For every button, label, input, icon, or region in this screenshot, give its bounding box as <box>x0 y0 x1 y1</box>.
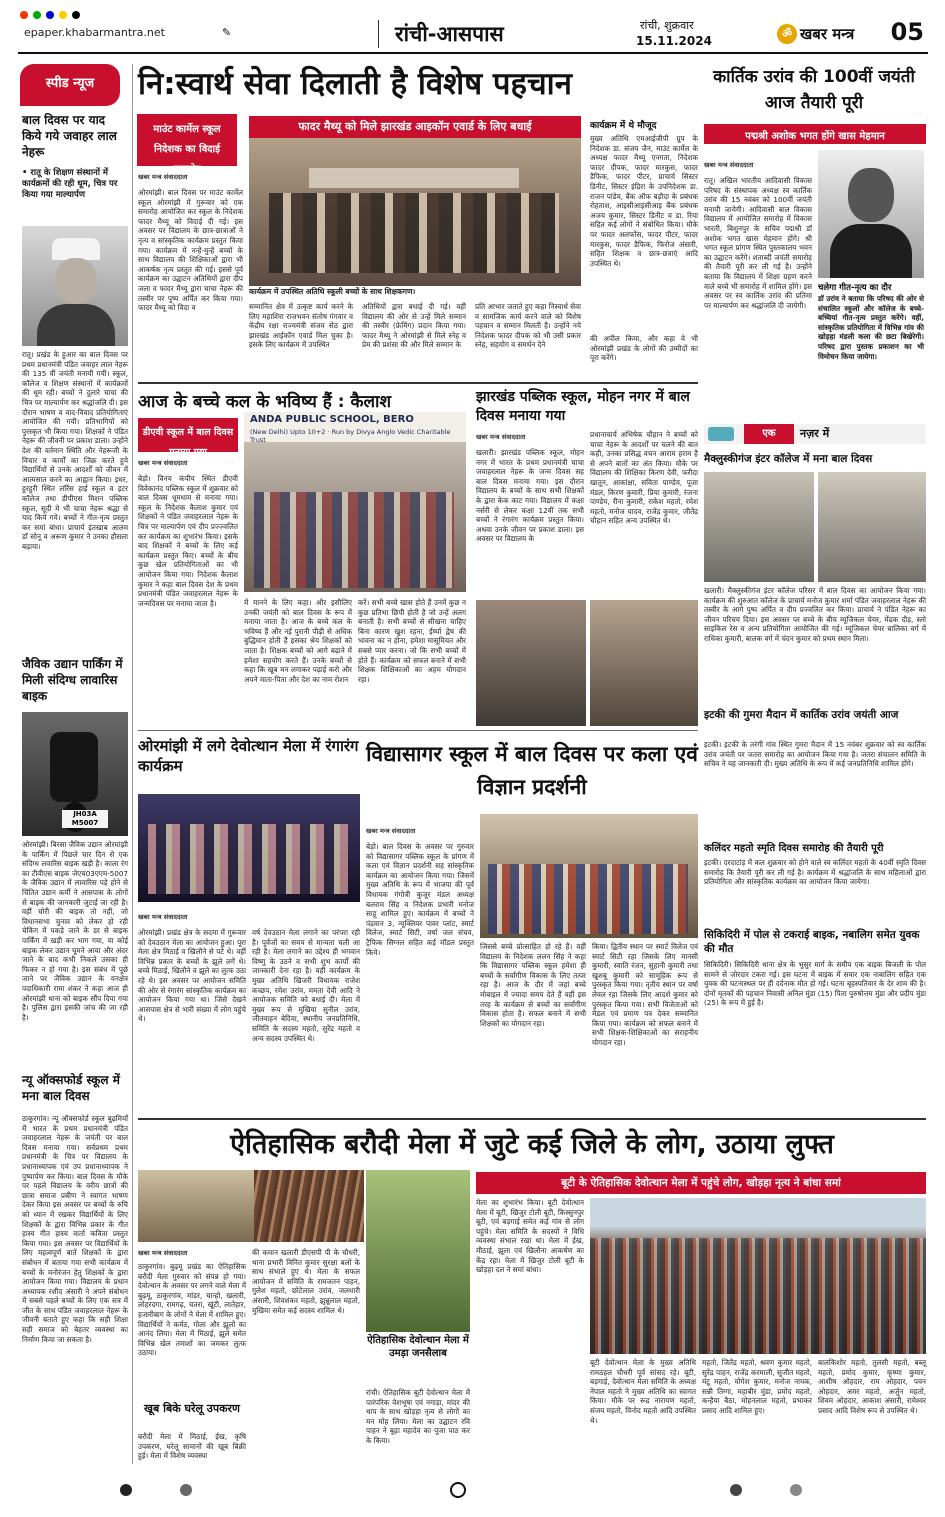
school-sign-sub: (New Delhi) Upto 10+2 · Run by Divya Anglo Vedic Charitable Trust <box>250 428 451 444</box>
vidyasagar-headline: विद्यासागर स्कूल में बाल दिवस पर कला एवं विज्ञान प्रदर्शनी <box>366 742 698 799</box>
jharkhand-body-col2: प्रधानाचार्य अभिषेक चौहान ने बच्चों को चाचा नेहरू के आदर्शों पर चलने की बात कही, उनका प्रसिद्ध वचन आराम हराम है से अपने बातों का अंत किया। मौके पर विद्यालय की शिक्षिका किरण देवी, फरीदा खातून, आकांक्षा, सविता पाण्डेय, पूजा मंडल, किरण कुमारी, प्रिया कुमारी, रंजना पाण्डेय, रीना कुमारी, राकेश महतो, रमेश महतो, मनोज यादव, राजेंद्र कुमार, जीतेंद्र चौहान सहित अन्य उपस्थित थे। <box>590 430 698 526</box>
lead-group-photo <box>249 138 581 286</box>
bottom-top-rule <box>138 1118 926 1120</box>
vidyasagar-body-col3: किया। द्वितीय स्थान पर स्मार्ट विलेज एवं स्मार्ट सिटी रहा जिसके लिए मानसी कुमारी, स्वाति रंजन, सुहानी कुमारी तथा खुशबू कुमारी को सामूहिक रूप से पुरस्कृत किया गया। तृतीय स्थान पर वर्षा लेवल रहा जिसके लिए आदर्श कुमार को पुरस्कृत किया गया। सभी विजेताओं को मेडल एवं प्रमाण पत्र देकर सम्मानित किया गया। कार्यक्रम को सफल बनाने में सभी शिक्षक-शिक्षिकाओं का सराहनीय योगदान रहा। <box>592 942 698 1047</box>
sugarcane-photo <box>254 1170 364 1242</box>
speed-news-label: स्पीड न्यूज <box>45 76 95 91</box>
baraudi-headline: ऐतिहासिक बरौदी मेला में जुटे कई जिले के लोग, उठाया लुफ्त <box>230 1129 834 1160</box>
lead-photo-caption: कार्यक्रम में उपस्थित अतिथि स्कूली बच्चों के साथ शिक्षकगण। <box>249 287 416 296</box>
kailash-body-col3: करें। सभी बच्चे खास होते हैं उनमें कुछ न कुछ प्रतिभा छिपी होती है जो उन्हें अलग बनाती है। सभी बच्चों से सीखना चाहिए बिना कारण खुश रहना, ईर्ष्या द्वेष की भावना का न होना, हमेशा मासूमियत और सबसे प्यार करना। जो कि सभी बच्चों में होते हैं। कार्यक्रम को सफल बनाने में सभी शिक्षक शिक्षिकाओं का अहम योगदान रहा। <box>358 598 466 684</box>
nehru-portrait <box>22 226 128 346</box>
lead-deck <box>137 114 237 175</box>
lead-bottom-rule <box>138 382 698 384</box>
page-number: 05 <box>890 18 924 46</box>
devotthan-photo <box>138 794 360 902</box>
lead-photo-banner <box>249 116 581 138</box>
jharkhand-photo-2 <box>590 600 698 726</box>
dav-school-photo <box>244 412 466 592</box>
brand-name: खबर मन्त्र <box>800 25 855 43</box>
baraudi-body-col4: मेला का शुभारंभ किया। बूटी देवोत्थान मेला में बूटी, खिजुर टोली बूटी, किस्सुनपुर बूटी, एवं बड़गाई समेत कई गांव से लोग पहुंचे। मेला समिति के सदस्यों ने विधि व्यवस्था संभाल रखा था। मेला में ईख, मीठाई, झूला एवं खिलौना आकर्षण का केंद्र रहा। मेला में खिजुर टोली बूटी के खोड़हा दल ने समां बांधा। <box>476 1198 584 1275</box>
nazar-item3-body: इटकी। दरदाटांड़ में कल शुक्रवार को होने वाले स्व कलिंदर महतो के 40वीं स्मृति दिवस समारोह कि तैयारी पूरी कर ली गई है। कार्यक्रम में श्रद्धांजलि के साथ महिलाओं द्वारा प्रतियोगिता और सांस्कृतिक कार्यक्रम का आयोजन किया जायेगा। <box>704 858 926 887</box>
mccluskieganj-photo-2 <box>818 472 926 582</box>
mccluskieganj-photo-1 <box>704 472 814 582</box>
jharkhand-photo-1 <box>476 600 586 726</box>
nazar-item1-title: मैक्लुस्कीगंज इंटर कॉलेज में मना बाल दिवस <box>704 453 873 465</box>
nazar-ek-label: एक <box>744 424 794 444</box>
speed-item3-body: ठाकुरगांव। न्यू ऑक्सफोर्ड स्कूल बुढ़मियाँ में भारत के प्रथम प्रधानमंत्री पंडित जवाहरलाल नेहरू के जयंती पर बाल दिवस मनाया गया। सर्वप्रथम प्रथम प्रधानमंत्री के चित्र पर विद्यालय के प्रधानाध्यापक एवं उप प्रधानाध्यापक ने पुष्पार्पण कर किया। बाल दिवस के मौके पर पहले विद्यालय के वरीय छात्रों की छात्रा समाज प्रबीण ने स्वागत भाषण देकर किया इस अवसर पर बच्चों के रुचि को ध्यान में रखकर विद्यार्थियों के लिए शिक्षकों के द्वारा विभिन्न प्रकार के गीत हास्य गीत हास्य वार्ता कविता प्रस्तुत किया गया। इस अवसर पर विद्यार्थियों के लिए महत्वपूर्ण बातें शिक्षकों के द्वारा संबोधन में बताया गया सभी कार्यक्रम में बच्चों के मनोरंजन हेतु शिक्षकों के द्वारा आयोजन किया गया। विद्यालय के प्रधान अध्यापक रशीद अंसारी ने अपने संबोधन में सबसे पहले बच्चों के लिए एक सत्र में जीत के साथ पंडित जवाहरलाल नेहरू के जीवनी बताते हुए कहा कि सही शिक्षा सही समाज को बेहतर व्यवस्था का निर्माण किया जा सकता है। <box>22 1114 128 1344</box>
kailash-body-col2: में मानने के लिए कहा। और इसीलिए उनकी जयंती को बाल दिवस के रूप में मनाया जाता है। आज के बच्चे कल के भविष्य हैं और नई पुरानी पीढ़ी से अधिक बुद्धिमान होती हैं इसका श्रेय शिक्षकों को जाता है। शिक्षक बच्चों को आगे बढ़ाने में हमेशा सहयोग करते हैं। उनके बच्चों से कहा कि खूब मन लगाकर पढ़ाई करो और अपने माता-पिता और देश का नाम रोशन <box>244 598 352 684</box>
vidyasagar-byline: खबर मन्त्र संवाददाता <box>366 827 416 835</box>
masthead-rule <box>18 52 928 54</box>
city-day: रांची, शुक्रवार <box>640 19 694 32</box>
registration-marks <box>20 4 120 14</box>
kailash-deck <box>138 418 238 458</box>
speed-item1-body: रातू। प्रखंड के हुआर का बाल दिवस पर प्रथम प्रधानमंत्री पंडित जवाहर लाल नेहरू की 135 वीं जयंती मनायी गयी। स्कूल, कॉलेज व शिक्षण संस्थानों में कार्यक्रमों की धूम रही। बच्चों ने दुलारे चाचा की चित्र पर माल्यार्पण कर श्रद्धांजलि दी। इस दौरान भाषण व वाद-विवाद प्रतियोगिताएं आयोजित की गयी। प्रतिभागियों को पुरस्कृत भी किया गया। शिक्षकों ने पंडित नेहरू की जीवनी पर प्रकाश डाला। उन्होंने देश की वर्तमान स्थिति और नेहरूजी के विचार व कार्यों का जिक्र करते हुये विद्यार्थियों से उनके आदर्शों को जीवन में आत्मसात करने का आह्वान किया। इधर, हुरहुरी स्थित लॉरेंस हाई स्कूल व इटर कॉलेज तथा डीपीएस मिशन पब्लिक स्कूल, सूदी मे भी चाचा नेहरू श्रद्धा से याद किये गये। बच्चों ने गीत-नृत्य प्रस्तुत कर समां बांधा। प्राचार्य इंतखाब आलम डाॅ सोनू व अरूण कुमार ने उनका हौसला बढ़ाया। <box>22 350 128 551</box>
baraudi-body-col7: बालकिशोर महतो, तुलसी महतो, बब्लू महतो, प्रमोद कुमार, कृष्णा कुमार, आशीष ओहदार, राम ओहदार, पवन ओहदार, अमर महतो, अर्जुन महतो, शिवम ओहदार, आकाश अंसारी, रामेश्वर प्रसाद आदि विशेष रूप से उपस्थित थे। <box>818 1358 926 1415</box>
devotthan-byline: खबर मन्त्र संवाददाता <box>138 913 188 921</box>
speed-item2-body: ओरमांझी। बिरसा जैविक उद्यान ओरमांझी के पार्किंग में पिछले चार दिन से एक संदिग्ध लवारिस बाइक खड़ी है। काला रंग का टीवीएस बाइक जेएच03एएम-5007 के जैविक उद्यान में लावारिस पड़े होने से चिंतित उद्यान कर्मी ने आसपास के लोगों से बाइक की जानकारी जुटाई जा रही है। वहीं चोरी की बाइक तो नहीं, जो विधानसभा चुनाव को लेकर हो रही चेकिंग में पकड़े जाने के डर से बाइक पार्किंग में खड़ी कर भाग गया, या कोई बाइक लेकर उद्यान घूमने आया और अंदर जाने के बाद कभी निकले उसका ही फिकर न हो गया है। इस संबंध में पूछे जाने पर जैविक उद्यान के वनक्षेत्र पदाधिकारी रामा शंकर ने कहा आज ही ओरमांझी थाना को बाइक सौंप दिया गया है। पुलिस द्वारा इसकी जांच की जा रही है। <box>22 840 129 1022</box>
vidyasagar-photo <box>480 814 698 938</box>
lead-deck-text: माउंट कार्मेल स्कूल निदेशक का विदाई समारोह <box>153 124 221 175</box>
lead-body-col4: प्रति आभार जताते हुए कहा निस्वार्थ सेवा व सामजिक कार्य करने वाले को विशेष पहचान व सम्मान मिलती है। उन्होंने नये निदेशक फादर दीपक को भी उसी प्रकार स्नेह, सहयोग व समर्थन देने <box>475 302 581 350</box>
devotthan-body-col1: ओरमांझी। प्रखंड क्षेत्र के सदमा में गुरूवार को देवउठान मेला का आयोजन हुआ। पूरा मेला क्षेत्र मिठाई व खिलौने से पटे थे। वहीं विभिन्न प्रकार के बच्चों के झूले लगें थे। बच्चे मिठाई, खिलौने व झूले का लुत्फ उठा रहे थे। इस अवसर पर आयोजन समिति की ओर से रंगारंग सांस्कृतिक कार्यक्रम का आयोजन किया गया था। जिसे देखने आसपास क्षेत्र से भारी संख्या में लोग पहुंचे थे। <box>138 928 247 1024</box>
nazar-item2-body: इटकी। इटकी के तरंगी गांव स्थित गुमरा मैदान में 15 नवंबर शुक्रवार को स्व कार्तिक उरांव जयंती पर जतरा समारोह का आयोजन किया गया है। जतरा संचालन समिति के सचिव ने यह जानकारी दी। मुख्य अतिथि के रूप में कई जनप्रतिनिधि शामिल होंगे। <box>704 740 926 769</box>
lead-photo-banner-text: फादर मैथ्यू को मिले झारखंड आइकॉन एवार्ड के लिए बधाई <box>298 120 532 133</box>
kartik-headline: कार्तिक उरांव की 100वीं जयंती आज तैयारी पूरी <box>713 67 915 113</box>
baraudi-body-col3: रांची। ऐतिहासिक बूटी देवोत्थान मेला में पारंपरिक वेशभूषा एवं नगाड़ा, मांदर की थाप के साथ खोड़हा नृत्य से लोगों का मन मोह लिया। मेला का उद्घाटन रवि पाहन ने बूढ़ा महादेव का पूजा पाठ कर के किया। <box>366 1388 470 1445</box>
baraudi-body-col2: की कमान खलारी डीएसपी पी के चौधरी, थाना प्रभारी विनित कुमार सुरक्षा बलों के साथ संभाले हुए थे। मेला के सफल आयोजन में समिति के रामजतन पाहन, गुलेश महतो, छोटेलाल उरांव, जलधारी अंसारी, शिवशंकर महतो, झुन्नूलाल महतो, मुखिया समेत कई सदस्य शामिल थे। <box>252 1248 360 1315</box>
mid-rule-1 <box>138 730 698 731</box>
speed-item1-subtitle: • रातू के शिक्षण संस्थानों में कार्यक्रमों की रही धूम, चित्र पर किया गया माल्यार्पण <box>22 168 118 200</box>
nazar-header <box>704 424 926 444</box>
speed-item2-title: जैविक उद्यान पार्किंग में मिली संदिग्ध लावारिस बाइक <box>22 657 123 703</box>
devotthan-body-col2: वर्ष देवउठान मेला लगाने का परंपरा रही है। पूर्वजों का समय से मान्यता चली आ रही है। मेला लगाने का उद्देश्य ही भगवान विष्णु के उठने व सभी शुभ कार्यों की जानकारी देना रहा है। वहीं कार्यक्रम के मुख्य अतिथि खिजरी विधायक राजेश कच्छप, रमेश उरांव, ममता देवी आदि ने आयोजक समिति को बधाई दी। मेला में मुख्य रूप से मुखिया सुनील उरांव, जीतवाहन बेदिया, स्थानीय जनप्रतिनिधि, समिति के सदस्य महतो, सुरेंद्र महतो व अन्य सदस्य उपस्थित थे। <box>252 928 360 1043</box>
kartik-caption-body: डॉ उरांव ने बताया कि परिषद की ओर से संचालित स्कूलों और कॉलेज के बच्चे-बच्चियां गीत-नृत्य प्रस्तुत करेंगे। वहीं, सांस्कृतिक प्रतियोगिता में विभिन्न गांव की खोड़हा मंडली कला की छटा बिखेरेगी। परिषद द्वारा पुस्तक प्रकाशन का भी विमोचन किया जायेगा। <box>818 294 924 361</box>
nazar-label: नज़र में <box>800 427 830 440</box>
footer-registration-marks <box>120 1480 820 1500</box>
kartik-portrait <box>818 150 924 278</box>
baraudi-photo-caption: ऐतिहासिक देवोत्थान मेला में उमड़ा जनसैलाब <box>367 1335 469 1359</box>
masthead-divider-left <box>378 20 379 48</box>
jharkhand-body-col1: खलारी। झारखंड पब्लिक स्कूल, मोहन नगर में भारत के प्रथम प्रधानमंत्री चाचा जवाहरलाल नेहरू के जन्म दिवस सह बाल दिवस मनाया गया। इस दौरान विद्यालय के बच्चों के साथ सभी शिक्षकों के द्वारा केक काट गया। विद्यालय में कक्षा नर्सरी से लेकर कक्षा 12वीं तक सभी बच्चों ने रंगारंग कार्यक्रम प्रस्तुत किया। अथवा उनके जीवन पर प्रकाश डाला। इस अवसर पर विद्यालय के <box>476 448 584 544</box>
jharkhand-headline: झारखंड पब्लिक स्कूल, मोहन नगर में बाल दिवस मनाया गया <box>476 389 690 424</box>
kailash-deck-text: डीएवी स्कूल में बाल दिवस मनाया गया <box>142 427 234 458</box>
lead-body-col5: की अपील किया, और कहा वे भी ओरमांझी प्रखंड के लोगों की उम्मीदों का पूरा करेंगे। <box>590 334 698 363</box>
speed-item3-title: न्यू ऑक्सफोर्ड स्कूल में मना बाल दिवस <box>22 1073 120 1103</box>
site-url[interactable]: epaper.khabarmantra.net <box>24 26 165 39</box>
kartik-deck-text: पद्मश्री अशोक भगत होंगे खास मेहमान <box>745 131 885 142</box>
lead-body-col2: सम्मानित क्षेत्र में उत्कृष्ट कार्य करने के लिए महाशिरा राजभवन संतोष गंगवार व केंद्रीय रक्षा राज्यमंत्री संजय सेठ द्वारा झारखंड आईकॉन एवार्ड मिल चुका है। इसके लिए कार्यक्रम में उपस्थित <box>249 302 353 350</box>
booti-mela-photo <box>590 1198 926 1354</box>
lead-present-title: कार्यक्रम में थे मौजूद <box>590 121 657 131</box>
kailash-body-col1: बेड़ो। विनय कंपीय स्थित डीएवी विवेकानंद पब्लिक स्कूल में शुक्रवार को बाल दिवस धूमधाम से मनाया गया। स्कूल के निदेशक कैलाश कुमार एवं शिक्षकों ने पंडित जवाहरलाल नेहरू के चित्र पर माल्यार्पण एवं दीप प्रज्ज्वलित कर कार्यक्रम का शुभारंभ किया। इसके बाद शिक्षकों ने बच्चों के लिए कई कार्यक्रम प्रस्तुत किए। बच्चों के बीच कुछ खेल प्रतियोगिताओं का भी आयोजन किया गया। निदेशक कैलाश कुमार ने कहा बाल दिवस देश के प्रथम प्रधानमंत्री पंडित जवाहरलाल नेहरू के जन्मदिवस पर मनाया जाता है। <box>138 474 238 608</box>
jharkhand-byline: खबर मन्त्र संवाददाता <box>476 433 526 441</box>
baraudi-body-col1: ठाकुरगांव। बुढ़मू प्रखंड का ऐतिहासिक बरौदी मेला गुरुवार को संपन्न हो गया। देवोत्थान के अवसर पर लगने वाले मेला में बुढ़मू, ठाकुरगांव, मांडर, चान्हो, खलारी, लोहरदगा, रामगढ़, चतरा, खूंटी, लातेहार, हजारीबाग के लोगों ने मेला में शामिल हुए। विद्यार्थियों ने कर्मठ, गोला और झूलों का आनंद लिया। मेला में मिठाई, झूले समेत विभिन्न खेल तमाशों का जमकर लुत्फ उठाया। <box>138 1262 246 1358</box>
lead-body-col3: अतिथियों द्वारा बधाई दी गई। वहीं विद्यालय की ओर से उन्हें मिले सम्मान की तस्वीर (फ्रेमिंग) प्रदान किया गया। फादर मैथ्यू ने ओरमांझी से मिले स्नेह व प्रेम की प्रशंसा की और मिले सम्मान के <box>362 302 466 350</box>
kartik-deck <box>704 124 926 144</box>
school-sign-text: ANDA PUBLIC SCHOOL, BERO <box>250 414 414 425</box>
kartik-caption-title: चलेगा गीत-नृत्य का दौर <box>818 283 892 293</box>
devotthan-headline: ओरमांझी में लगे देवोत्थान मेला में रंगारंग कार्यक्रम <box>138 737 359 775</box>
brand-logo-icon: ॐ <box>777 24 797 44</box>
nazar-item3-title: कलिंदर महतो स्मृति दिवस समारोह की तैयारी पूरी <box>704 843 884 854</box>
section-title: रांची-आसपास <box>395 22 504 46</box>
cursor-icon: ✎ <box>222 26 232 39</box>
baraudi-byline: खबर मन्त्र संवाददाता <box>138 1249 188 1257</box>
lead-byline: खबर मन्त्र संवाददाता <box>138 173 188 181</box>
kailash-headline: आज के बच्चे कल के भविष्य हैं : कैलाश <box>138 392 392 412</box>
speed-item1-title: बाल दिवस पर याद किये गये जवाहर लाल नेहरू <box>22 113 117 159</box>
vidyasagar-body-col2: जिससे बच्चे प्रोत्साहित हो रहे हैं। वहीं विद्यालय के निदेशक ललन सिंह ने कहा कि विद्यासागर पब्लिक स्कूल हमेशा ही बच्चों के सर्वांगीण विकास के लिए तत्पर रहा है। आज के दौर में जहां बच्चे मोबाइल में ज्यादा समय देते हैं वहीं इस तरह के कार्यक्रम से बच्चों का सर्वांगीण विकास होता है। सफल बनाने में सभी शिक्षकों का योगदान रहा। <box>480 942 586 1028</box>
left-column-rule <box>132 64 133 1464</box>
bike-number-plate: JH03A M5007 <box>62 810 108 828</box>
kartik-body: रातू। अखिल भारतीय आदिवासी विकास परिषद के संस्थापक अध्यक्ष स्व कार्तिक उरांव की 15 नवंबर को 100वीं जयंती मनायी जायेगी। आदिवासी बाल विकास विद्यालय में आयोजित समारोह में विकास भारती, बिशुनपुर के सचिव पद्मश्री डॉ अशोक भगत खास मेहमान होंगे। श्री भगत स्कूल प्रांगण स्थित पुस्तकालय भवन का उद्घाटन करेंगे। शताब्दी जयंती समारोह की तैयारी पूरी कर ली गई है। उन्होंने बताया कि विद्यालय में शिक्षा ग्रहण करने वाले बच्चे भी समारोह में शामिल होंगे। इस अवसर पर स्व कार्तिक उरांव की प्रतिमा पर माल्यार्पण कर श्रद्धांजलि दी जायेगी। <box>704 176 812 310</box>
kartik-byline: खबर मन्त्र संवाददाता <box>704 161 754 169</box>
baraudi-body-col5: बूटी देवोत्थान मेला के मुख्य अतिथि रामठहल चौधरी पूर्व सांसद रहे। बूटी, बड़गाई, देवोत्थान मेला समिति के अध्यक्ष नेपाल महतो ने मुख्य अतिथि का स्वागत किया। मौके पर रूद्र नारायण महतो, संजय महतो, विनोद महतो आदि उपस्थित थे। <box>590 1358 696 1425</box>
kailash-byline: खबर मन्त्र संवाददाता <box>138 459 188 467</box>
nazar-item2-title: इटकी की गुमरा मैदान में कार्तिक उरांव जयंती आज <box>704 709 899 721</box>
lead-body-col1: ओरमांझी। बाल दिवस पर माउंट कार्मेल स्कूल ओरमांझी में गुरूवार को एक समारोह आयोजित कर स्कूल के निदेशक फादर मैथ्यू को विदाई दी गई। इस अवसर पर विद्यालय के छात्र-छात्राओं ने नृत्य व सांस्कृतिक कार्यक्रम प्रस्तुत किया गया। कार्यक्रम में नन्हें-मुन्हें बच्चों के साथ विद्यालय की शिक्षिकाओं द्वारा भी आकर्षक नृत्य प्रस्तुत की गई। इससे पूर्व कार्यक्रम का उद्घाटन अतिथियों द्वारा दीप जला व फादर मैथ्यू द्वारा चाचा नेहरू की तस्वीर पर पुष्प अर्पित कर किया गया। फादर मैथ्यू को विदा व <box>138 188 243 313</box>
nazar-item1-body: खलारी। मैक्लुस्कीगंज इंटर कॉलेज परिसर में बाल दिवस का आयोजन किया गया। कार्यक्रम की शुरुआत कॉलेज के प्राचार्य मनोज कुमार शर्मा पंडित जवाहरलाल नेहरू की तस्वीर के आगे पुष्प अर्पित व दीप प्रज्वलित कर किया। प्राचार्य ने पंडित नेहरू का जीवन परिचय दिया। इस अवसर पर बच्चे के बीच म्यूजिकल चेयर, मेंढक दौड़, स्लो साइकिल रेस व अन्य प्रतियोगिता आयोजित की गई। म्यूजिकल चेयर बालिका वर्ग में राधिका कुमारी, बालक वर्ग में चंदन कुमार को प्रथम स्थान मिला। <box>704 586 926 643</box>
baraudi-photo-1 <box>138 1170 254 1242</box>
baraudi-subhead-body: बरौदी मेला में मिठाई, ईख, कृषि उपकरण, घरेलू सामानों की खूब बिक्री हुई। मेला में विशेष व्यवस्था <box>138 1432 246 1461</box>
issue-date: 15.11.2024 <box>636 34 712 48</box>
vidyasagar-body-col1: बेड़ो। बाल दिवस के अवसर पर गुरुवार को विद्यासागर पब्लिक स्कूल के प्रांगण में कला एवं विज्ञान प्रदर्शनी सह सांस्कृतिक कार्यक्रम का आयोजन किया गया। जिसमें मुख्य अतिथि के रूप में भाजपा की पूर्व विधायक गंगोत्री कुजूर मंडल अध्यक्ष बलराम सिंह व निदेशक प्रभारी मनोज साहू शामिल हुए। कार्यक्रम में बच्चों ने पंद्रवान 3, न्यूक्लियर पावर प्लांट, स्मार्ट विलेज, स्मार्ट सिटी, वर्षा जल संचय, ट्रैफिक सिग्नल सहित कई मॉडल प्रस्तुत किये। <box>366 842 474 957</box>
speed-news-logo <box>20 64 120 106</box>
lead-present-body: मुख्य अतिथि एमआईजीपी ग्रुप के निदेशक डा. संजय जैन, माउंट कार्मेल के अध्यक्ष फादर मैथ्यू एनगता, निदेशक फादर दीपक, फादर मारकुस, फादर डैफिक, फादर पीटर, प्राचार्य सिस्टर डिनीट, सिस्टर इंद्रिरा के उपनिदेशक डा. राजन पांडेय, बैंक ऑफ बड़ौदा के प्रबंधक रोहताश, आइसीआइसीआइ बैंक प्रबंधक अजय कुमार, सिस्टर डिनीट व डा. रिया सहित कई लोगों ने संबोधित किया। मौके पर फादर अलफोंस, फादर पीटर, फादर मारकुस, फादर डैफिक, फिरोज अंसारी, सहित शिक्षक व छात्र-छत्राएं आदि उपस्थित थे। <box>590 134 698 268</box>
lead-headline: नि:स्वार्थ सेवा दिलाती है विशेष पहचान <box>138 66 572 102</box>
baraudi-photo-3 <box>366 1170 470 1332</box>
nazar-item4-title: सिकिदिरी में पोल से टकराई बाइक, नबालिग समेत युवक की मौत <box>704 929 920 955</box>
abandoned-bike-photo <box>22 712 128 836</box>
booti-deck <box>476 1172 926 1194</box>
baraudi-subhead: खूब बिके घरेलू उपकरण <box>144 1402 240 1415</box>
masthead-bar <box>0 0 945 56</box>
nazar-item4-body: सिकिदिरी। सिकिदिरी थाना क्षेत्र के भुसुर मार्ग के समीप एक बाइक बिजली के पोल सामने से जोरदार टकरा गई। इस घटना में बाइक में सवार एक नाबालिग सहित एक युवक की घटनास्थल पर ही दर्दनाक मौत हो गई। घटना बृहस्पतिवार के देर शाम की है। दोनों मृतकों की पहचान निवासी अनिल मुंडा (15) पिता पुरुषोत्तम मुंडा और प्रदीप मुंडा (25) के रूप में हुई है। <box>704 960 926 1008</box>
booti-deck-text: बूटी के ऐतिहासिक देवोत्थान मेला में पहुंचे लोग, खोड़हा नृत्य ने बांधा समां <box>561 1177 841 1189</box>
baraudi-body-col6: महतो, जितेंद्र महतो, श्रवण कुमार महतो, सुरेंद्र पाहन, राजेंद्र करमाली, सुजीत महतो, मंटू महतो, योगेश कुमार, मनोज नायक, सन्नी तिग्गा, महाबीर मुंडा, प्रमोद महतो, कन्हैया बैठा, मोहनलाल महतो, प्रभाकर प्रसाद आदि शामिल हुए। <box>702 1358 812 1415</box>
